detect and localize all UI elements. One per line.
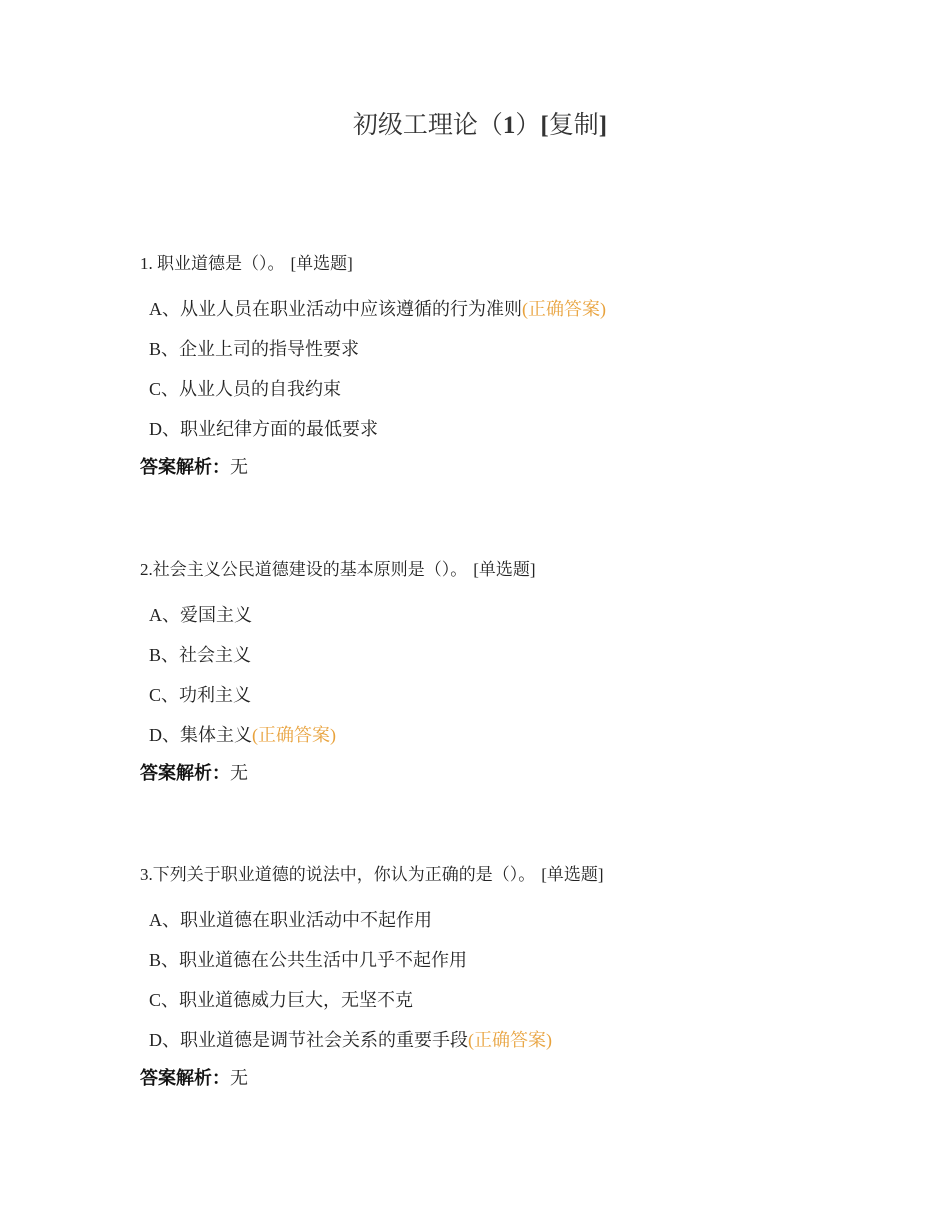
option-letter: D、 [149, 1030, 180, 1050]
option-letter: C、 [149, 685, 180, 705]
option-text: 企业上司的指导性要求 [179, 339, 360, 359]
answer-analysis [140, 456, 900, 478]
question-1 [140, 252, 900, 478]
title-bracket-open: [ [540, 112, 549, 139]
option-a[interactable] [140, 909, 900, 949]
option-letter: A、 [149, 605, 180, 625]
analysis-text: 无 [230, 457, 248, 477]
title-bracket-close: ] [598, 112, 608, 139]
option-c[interactable] [140, 378, 900, 418]
option-letter: C、 [149, 379, 180, 399]
question-text: 下列关于职业道德的说法中，你认为正确的是（）。 [152, 865, 536, 884]
option-d[interactable] [140, 1029, 900, 1069]
title-copy-label: 复制 [548, 112, 599, 139]
question-type: [单选题] [290, 254, 353, 273]
analysis-text: 无 [230, 1068, 248, 1088]
option-letter: B、 [149, 645, 180, 665]
option-letter: A、 [149, 299, 180, 319]
option-list [140, 298, 900, 458]
option-b[interactable] [140, 338, 900, 378]
option-b[interactable] [140, 949, 900, 989]
option-text: 从业人员在职业活动中应该遵循的行为准则 [180, 299, 522, 319]
option-d[interactable] [140, 724, 900, 764]
option-text: 社会主义 [179, 645, 252, 665]
question-3 [140, 863, 900, 1089]
analysis-label: 答案解析： [140, 457, 230, 477]
title-paren: ） [515, 112, 541, 139]
question-title [140, 558, 900, 582]
analysis-text: 无 [230, 763, 248, 783]
option-c[interactable] [140, 989, 900, 1029]
option-letter: B、 [149, 339, 180, 359]
option-letter: C、 [149, 990, 180, 1010]
question-number: 2. [140, 560, 153, 579]
question-type: [单选题] [473, 560, 536, 579]
option-letter: B、 [149, 950, 180, 970]
question-text: 社会主义公民道德建设的基本原则是（）。 [152, 560, 468, 579]
question-2 [140, 558, 900, 784]
answer-analysis [140, 1067, 900, 1089]
option-letter: A、 [149, 910, 180, 930]
page-title [0, 110, 950, 142]
option-text: 职业道德在公共生活中几乎不起作用 [179, 950, 468, 970]
analysis-label: 答案解析： [140, 1068, 230, 1088]
option-text: 职业道德威力巨大，无坚不克 [179, 990, 414, 1010]
option-b[interactable] [140, 644, 900, 684]
option-letter: D、 [149, 725, 180, 745]
title-text: 初级工理论（ [352, 112, 503, 139]
option-d[interactable] [140, 418, 900, 458]
question-number: 1. [140, 254, 153, 273]
correct-answer-marker: (正确答案) [468, 1030, 552, 1050]
question-number: 3. [140, 865, 153, 884]
analysis-label: 答案解析： [140, 763, 230, 783]
question-text: 职业道德是（）。 [152, 254, 285, 273]
option-a[interactable] [140, 604, 900, 644]
option-text: 职业道德在职业活动中不起作用 [180, 910, 432, 930]
correct-answer-marker: (正确答案) [252, 725, 336, 745]
option-text: 职业纪律方面的最低要求 [180, 419, 378, 439]
correct-answer-marker: (正确答案) [522, 299, 606, 319]
option-list [140, 909, 900, 1069]
option-text: 爱国主义 [180, 605, 252, 625]
option-text: 功利主义 [179, 685, 252, 705]
option-text: 集体主义 [180, 725, 252, 745]
option-a[interactable] [140, 298, 900, 338]
option-list [140, 604, 900, 764]
title-number: 1 [502, 112, 516, 139]
question-type: [单选题] [541, 865, 604, 884]
question-title [140, 252, 900, 276]
question-title [140, 863, 900, 887]
answer-analysis [140, 762, 900, 784]
option-text: 从业人员的自我约束 [179, 379, 342, 399]
option-letter: D、 [149, 419, 180, 439]
option-c[interactable] [140, 684, 900, 724]
option-text: 职业道德是调节社会关系的重要手段 [180, 1030, 468, 1050]
